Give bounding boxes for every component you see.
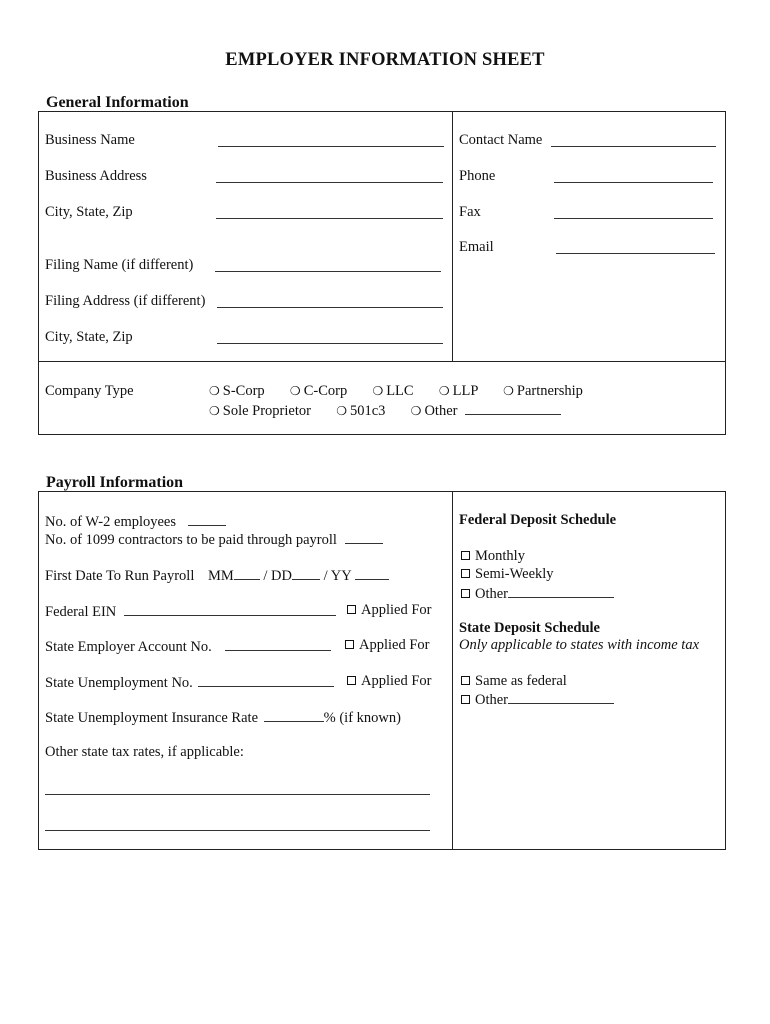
partnership-option[interactable]	[503, 383, 583, 399]
other-label: Other	[424, 403, 458, 419]
payroll-information-heading: Payroll Information	[46, 474, 184, 491]
federal-monthly-option[interactable]	[461, 549, 525, 564]
w2-employees-row	[45, 513, 226, 530]
checkbox-icon[interactable]	[461, 589, 470, 598]
radio-icon[interactable]: ❍	[410, 404, 422, 418]
radio-icon[interactable]: ❍	[438, 384, 450, 398]
llc-option[interactable]	[372, 383, 413, 399]
state-other-label: Other	[475, 692, 509, 708]
state-employer-field[interactable]	[225, 638, 331, 651]
checkbox-icon[interactable]	[461, 551, 470, 560]
llc-label: LLC	[386, 383, 414, 399]
state-same-as-federal-option[interactable]	[461, 674, 567, 689]
checkbox-icon[interactable]	[345, 640, 354, 649]
state-unemployment-row	[45, 674, 334, 691]
other-rates-label: Other state tax rates, if applicable:	[45, 744, 244, 760]
mm-label: MM	[207, 568, 234, 584]
state-employer-row	[45, 638, 331, 655]
llp-option[interactable]	[439, 383, 478, 399]
checkbox-icon[interactable]	[347, 676, 356, 685]
federal-other-field[interactable]	[508, 585, 614, 598]
federal-ein-label: Federal EIN	[45, 604, 117, 620]
monthly-label: Monthly	[475, 548, 525, 564]
state-employer-label: State Employer Account No.	[45, 639, 212, 655]
applied-for-label: Applied For	[359, 637, 430, 653]
federal-other-option[interactable]	[461, 585, 614, 602]
state-other-field[interactable]	[508, 691, 614, 704]
semi-weekly-label: Semi-Weekly	[475, 566, 554, 582]
state-employer-applied-for[interactable]	[345, 638, 429, 653]
s-corp-option[interactable]	[209, 383, 265, 399]
other-rates-line-2[interactable]	[45, 830, 430, 831]
business-name-label: Business Name	[45, 132, 135, 148]
filing-address-field[interactable]	[217, 307, 443, 308]
partnership-label: Partnership	[516, 383, 583, 399]
applied-for-label: Applied For	[361, 673, 432, 689]
radio-icon[interactable]: ❍	[209, 404, 220, 418]
federal-deposit-schedule-heading: Federal Deposit Schedule	[459, 512, 617, 528]
w2-employees-field[interactable]	[188, 513, 226, 526]
radio-icon[interactable]: ❍	[289, 384, 301, 398]
business-address-label: Business Address	[45, 168, 147, 184]
checkbox-icon[interactable]	[461, 695, 470, 704]
sui-rate-label: State Unemployment Insurance Rate	[45, 710, 259, 726]
checkbox-icon[interactable]	[461, 676, 470, 685]
sui-rate-suffix: % (if known)	[323, 710, 401, 726]
checkbox-icon[interactable]	[461, 569, 470, 578]
w2-employees-label: No. of W-2 employees	[45, 514, 177, 530]
s-corp-label: S-Corp	[222, 383, 265, 399]
state-deposit-note: Only applicable to states with income tax	[459, 637, 700, 653]
email-field[interactable]	[556, 253, 715, 254]
company-type-row-1	[209, 384, 583, 399]
dd-label: / DD	[263, 568, 293, 584]
other-rates-line-1[interactable]	[45, 794, 430, 795]
501c3-label: 501c3	[349, 403, 386, 419]
filing-address-label: Filing Address (if different)	[45, 293, 206, 309]
federal-semi-weekly-option[interactable]	[461, 567, 554, 582]
radio-icon[interactable]: ❍	[336, 404, 347, 418]
radio-icon[interactable]: ❍	[209, 384, 220, 398]
other-company-type-field[interactable]	[465, 402, 561, 415]
other-option[interactable]	[411, 403, 458, 419]
general-information-heading: General Information	[46, 94, 189, 111]
state-unemployment-label: State Unemployment No.	[45, 675, 193, 691]
federal-other-label: Other	[475, 586, 509, 602]
yy-label: / YY	[323, 568, 352, 584]
filing-name-label: Filing Name (if different)	[45, 257, 194, 273]
federal-ein-row	[45, 603, 336, 620]
city-state-zip-2-label: City, State, Zip	[45, 329, 133, 345]
phone-label: Phone	[459, 168, 496, 184]
state-unemployment-field[interactable]	[198, 674, 334, 687]
contractors-1099-label: No. of 1099 contractors to be paid through payroll	[45, 532, 337, 548]
city-state-zip-field[interactable]	[216, 218, 443, 219]
same-as-federal-label: Same as federal	[475, 673, 567, 689]
checkbox-icon[interactable]	[347, 605, 356, 614]
contractors-1099-row	[45, 531, 383, 548]
email-label: Email	[459, 239, 494, 255]
sui-rate-field[interactable]	[264, 709, 324, 722]
first-date-row	[45, 567, 389, 584]
contact-name-label: Contact Name	[459, 132, 543, 148]
sole-proprietor-label: Sole Proprietor	[222, 403, 311, 419]
dd-field[interactable]	[292, 567, 320, 580]
page-title: EMPLOYER INFORMATION SHEET	[225, 50, 545, 70]
sui-rate-row	[45, 709, 401, 726]
filing-name-field[interactable]	[215, 271, 441, 272]
contractors-1099-field[interactable]	[345, 531, 383, 544]
business-name-field[interactable]	[218, 146, 444, 147]
federal-ein-applied-for[interactable]	[347, 603, 431, 618]
sole-proprietor-option[interactable]	[209, 403, 311, 419]
mm-field[interactable]	[234, 567, 260, 580]
company-type-label: Company Type	[45, 383, 134, 399]
state-deposit-schedule-heading: State Deposit Schedule	[459, 620, 600, 636]
payroll-divider-vertical	[452, 491, 453, 850]
state-other-option[interactable]	[461, 691, 614, 708]
fax-label: Fax	[459, 204, 481, 220]
first-date-label: First Date To Run Payroll	[45, 568, 195, 584]
federal-ein-field[interactable]	[124, 603, 336, 616]
phone-field[interactable]	[554, 182, 713, 183]
city-state-zip-2-field[interactable]	[217, 343, 443, 344]
fax-field[interactable]	[554, 218, 713, 219]
c-corp-label: C-Corp	[303, 383, 348, 399]
c-corp-option[interactable]	[290, 383, 347, 399]
general-divider-horizontal	[38, 361, 726, 362]
llp-label: LLP	[452, 383, 478, 399]
yy-field[interactable]	[355, 567, 389, 580]
general-divider-vertical	[452, 111, 453, 362]
501c3-option[interactable]	[336, 403, 385, 419]
city-state-zip-label: City, State, Zip	[45, 204, 133, 220]
company-type-row-2	[209, 402, 561, 419]
contact-name-field[interactable]	[551, 146, 716, 147]
business-address-field[interactable]	[216, 182, 443, 183]
radio-icon[interactable]: ❍	[372, 384, 384, 398]
state-unemployment-applied-for[interactable]	[347, 674, 431, 689]
applied-for-label: Applied For	[361, 602, 432, 618]
radio-icon[interactable]: ❍	[503, 384, 514, 398]
